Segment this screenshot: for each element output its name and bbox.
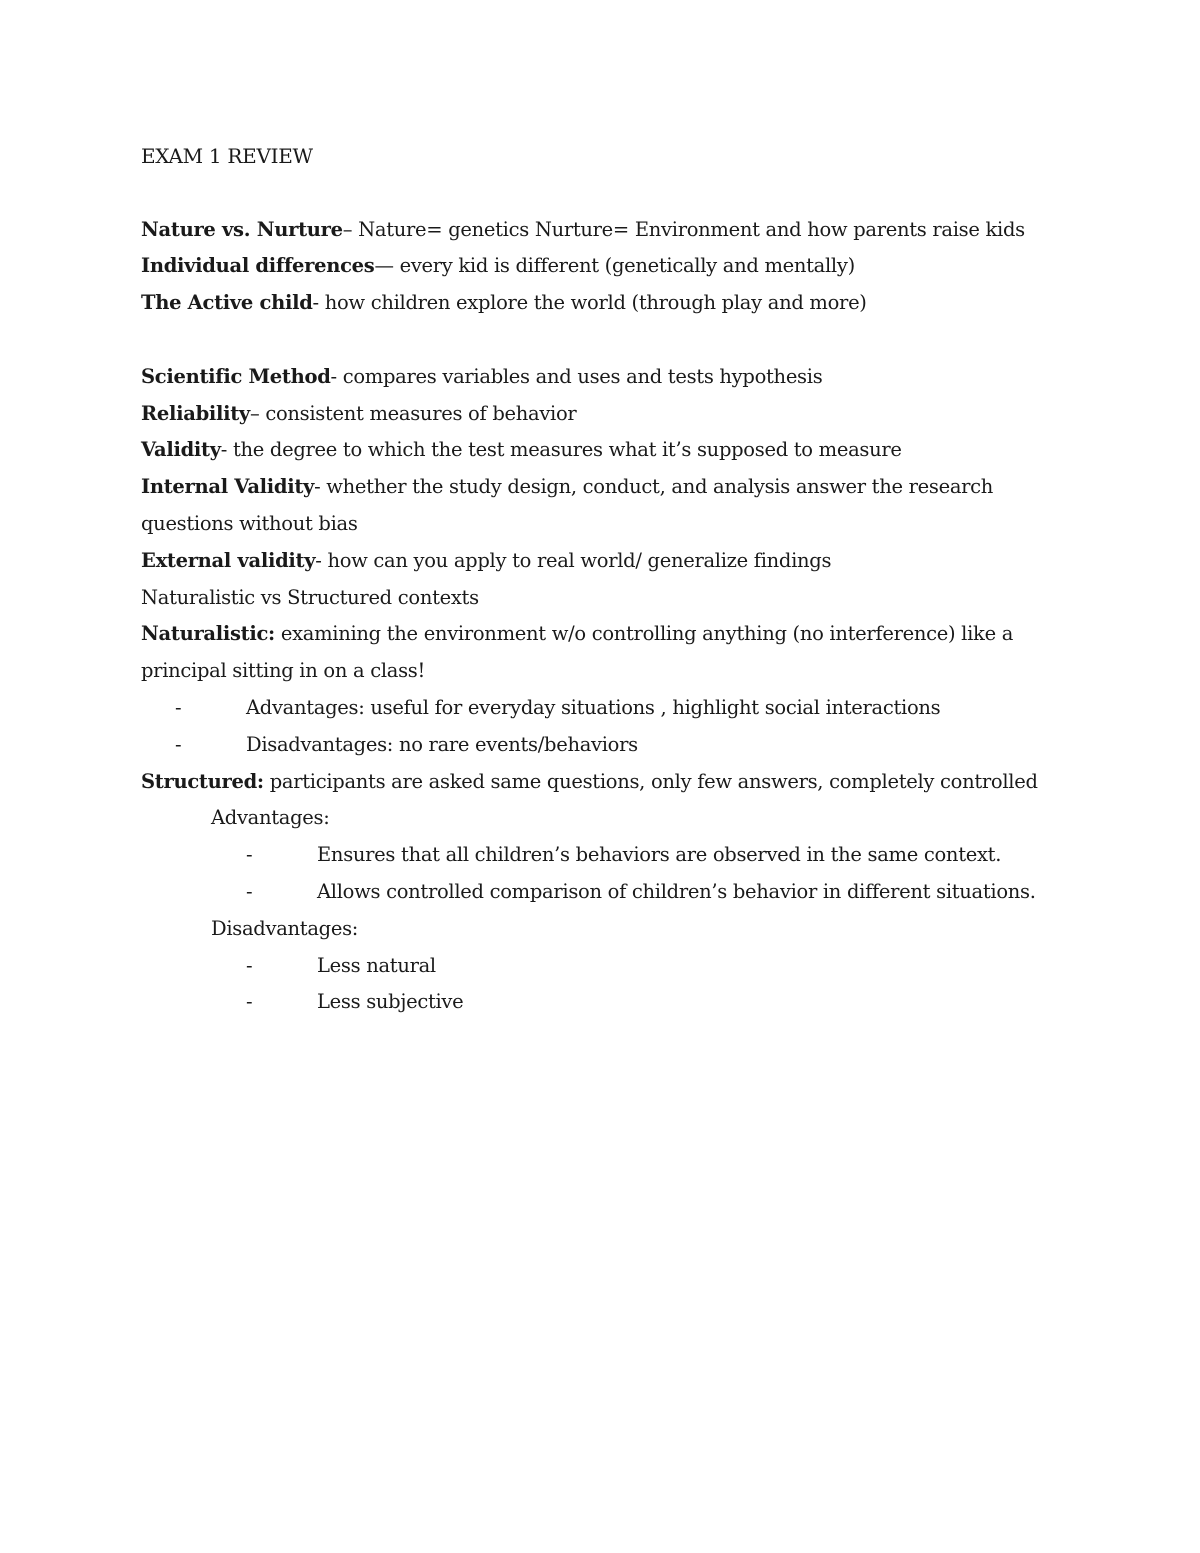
term-label: The Active child [141, 291, 313, 315]
term-internal-validity-continued: questions without bias [141, 511, 358, 535]
list-item-text: Allows controlled comparison of children’s behavior in different situations. [317, 879, 1036, 903]
term-separator: - [330, 364, 343, 388]
bullet-dash: - [246, 843, 253, 867]
bullet-dash: - [175, 695, 182, 719]
term-label: Reliability [141, 401, 250, 425]
term-internal-validity [141, 469, 1041, 506]
bullet-dash: - [246, 879, 253, 903]
term-label: Nature vs. Nurture [141, 217, 343, 241]
list-item [141, 948, 1041, 985]
term-naturalistic [141, 616, 1041, 653]
term-label: Scientific Method [141, 364, 331, 388]
term-separator: - [315, 548, 328, 572]
term-separator: – [249, 401, 266, 425]
term-definition: consistent measures of behavior [265, 401, 577, 425]
term-structured [141, 764, 1041, 801]
contexts-heading: Naturalistic vs Structured contexts [141, 585, 479, 609]
term-label: Structured: [141, 769, 264, 793]
term-external-validity [141, 543, 1041, 580]
bullet-dash: - [246, 990, 253, 1014]
term-definition: examining the environment w/o controlling anything (no interference) like a [274, 622, 1014, 646]
list-item-text: Ensures that all children’s behaviors are observed in the same context. [317, 843, 1002, 867]
list-item-text: Less natural [317, 953, 436, 977]
term-separator: - [314, 475, 327, 499]
term-separator: – [342, 217, 359, 241]
term-definition: how can you apply to real world/ generalize findings [327, 548, 832, 572]
term-definition: whether the study design, conduct, and analysis answer the research [326, 475, 994, 499]
term-validity [141, 432, 1041, 469]
term-separator: - [312, 291, 325, 315]
list-item [141, 727, 1041, 764]
spacer [141, 175, 1041, 212]
term-separator: — [374, 254, 400, 278]
advantages-label: Advantages: [211, 806, 330, 830]
term-definition: every kid is different (genetically and mentally) [399, 254, 855, 278]
term-definition: Nature= genetics Nurture= Environment and how parents raise kids [358, 217, 1025, 241]
term-definition: compares variables and uses and tests hypothesis [342, 364, 823, 388]
term-active-child [141, 285, 1041, 322]
term-individual-differences [141, 248, 1041, 285]
term-label: Internal Validity [141, 475, 315, 499]
disadvantages-label: Disadvantages: [211, 916, 359, 940]
term-definition: the degree to which the test measures what it’s supposed to measure [232, 438, 902, 462]
list-item [141, 690, 1041, 727]
term-label: Validity [141, 438, 221, 462]
term-label: External validity [141, 548, 316, 572]
list-item [141, 984, 1041, 1021]
term-nature-vs-nurture [141, 212, 1041, 249]
term-naturalistic-continued: principal sitting in on a class! [141, 659, 426, 683]
list-item [141, 837, 1041, 874]
term-separator: - [220, 438, 233, 462]
list-item-text: Advantages: useful for everyday situations , highlight social interactions [246, 695, 941, 719]
term-label: Naturalistic: [141, 622, 275, 646]
term-definition: how children explore the world (through play and more) [324, 291, 867, 315]
list-item-text: Less subjective [317, 990, 464, 1014]
document-body [141, 138, 1041, 1021]
list-item [141, 874, 1041, 911]
list-item-text: Disadvantages: no rare events/behaviors [246, 732, 638, 756]
bullet-dash: - [246, 953, 253, 977]
document-title: EXAM 1 REVIEW [141, 144, 313, 168]
bullet-dash: - [175, 732, 182, 756]
term-label: Individual differences [141, 254, 375, 278]
term-scientific-method [141, 359, 1041, 396]
spacer [141, 322, 1041, 359]
term-reliability [141, 396, 1041, 433]
term-definition: participants are asked same questions, only few answers, completely controlled [263, 769, 1038, 793]
